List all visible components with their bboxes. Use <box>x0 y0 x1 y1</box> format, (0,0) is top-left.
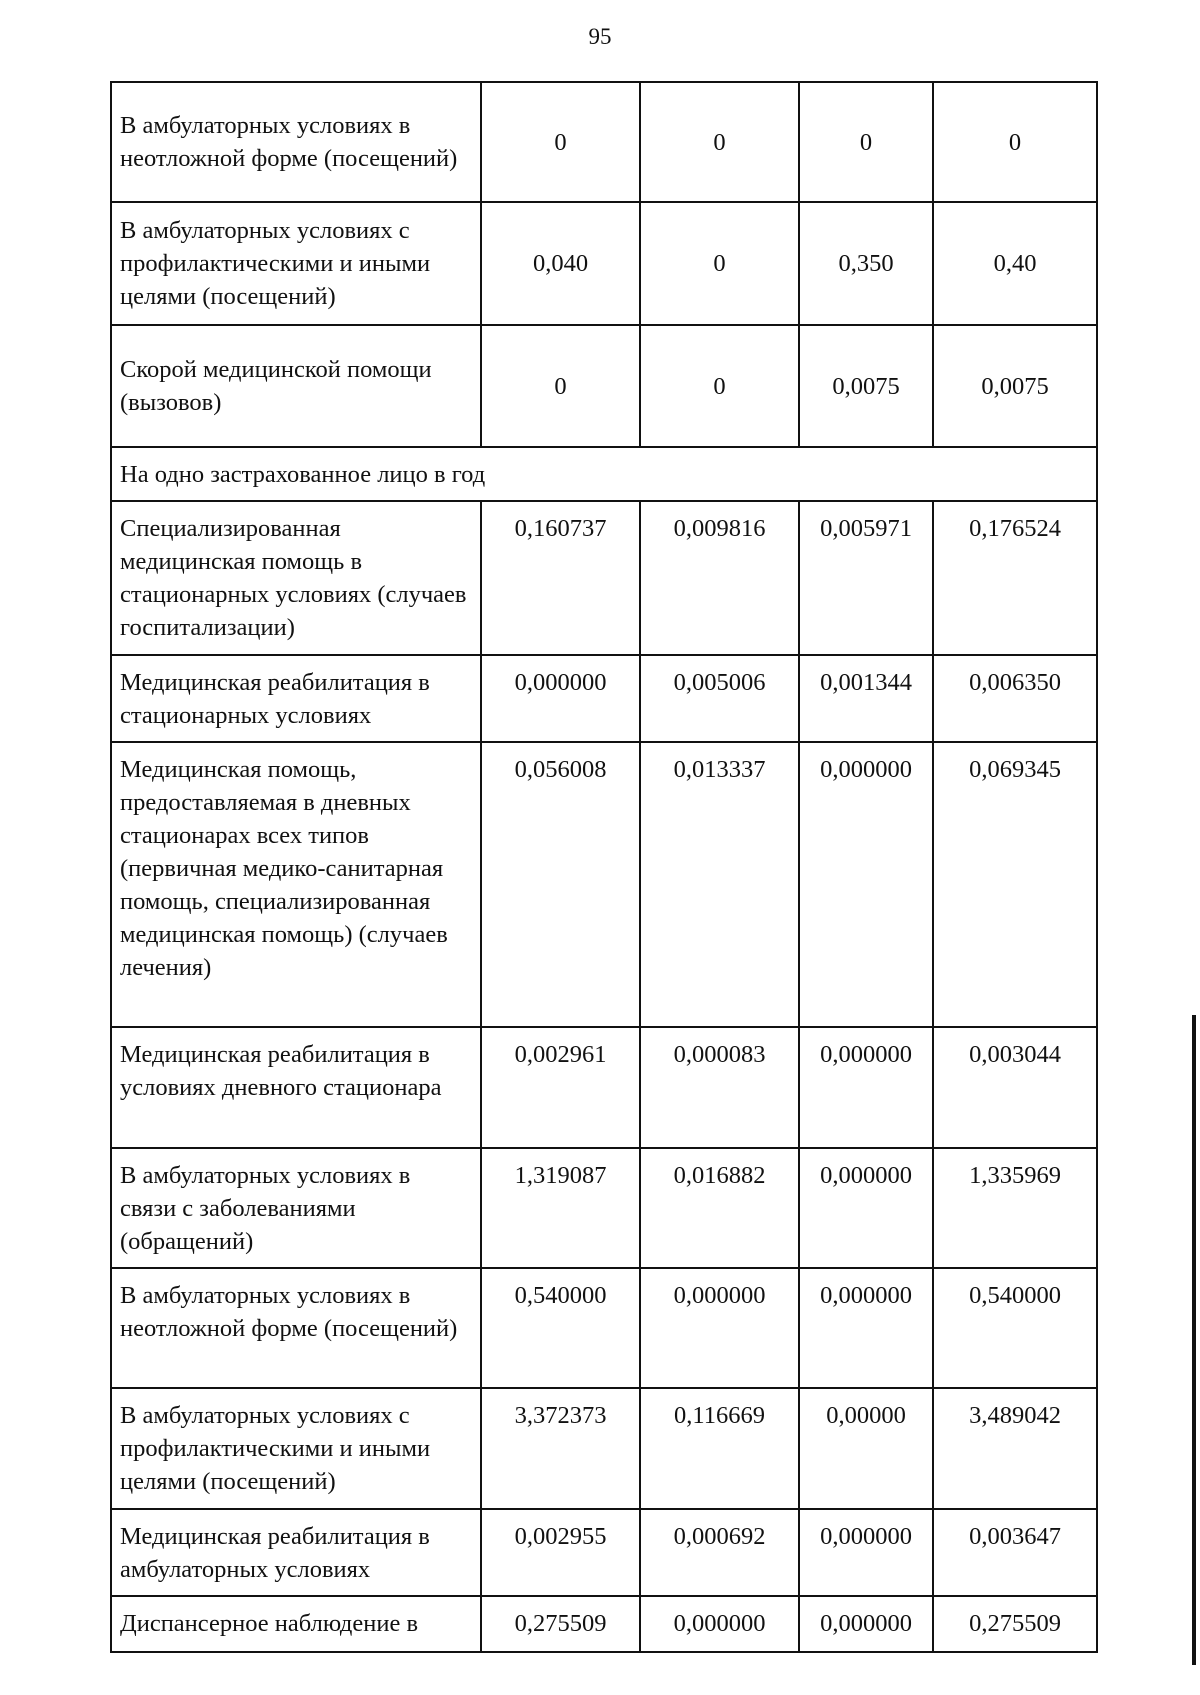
page-number: 95 <box>588 24 612 49</box>
table-row <box>111 82 1097 202</box>
cell-value: 0,350 <box>799 202 933 325</box>
cell-value: 0,000000 <box>799 1596 933 1652</box>
row-label: В амбулаторных условиях с профилактическими и иными целями (посещений) <box>111 1388 481 1509</box>
scan-edge-line <box>1192 1015 1196 1665</box>
row-label: Медицинская помощь, предоставляемая в дневных стационарах всех типов (первичная медико-санитарная помощь, специализированная медицинская помощь) (случаев лечения) <box>111 742 481 1027</box>
table-row <box>111 1268 1097 1388</box>
cell-value: 0,00000 <box>799 1388 933 1509</box>
cell-value: 0 <box>933 82 1097 202</box>
row-label: Медицинская реабилитация в стационарных условиях <box>111 655 481 742</box>
row-label: Скорой медицинской помощи (вызовов) <box>111 325 481 447</box>
cell-value: 0 <box>799 82 933 202</box>
data-table <box>110 81 1098 1653</box>
section-header: На одно застрахованное лицо в год <box>111 447 1097 501</box>
cell-value: 0,009816 <box>640 501 799 655</box>
cell-value: 3,372373 <box>481 1388 640 1509</box>
cell-value: 0,116669 <box>640 1388 799 1509</box>
table-row <box>111 1027 1097 1148</box>
cell-value: 0,013337 <box>640 742 799 1027</box>
cell-value: 0,000000 <box>799 1509 933 1596</box>
cell-value: 0,40 <box>933 202 1097 325</box>
cell-value: 0 <box>640 325 799 447</box>
row-label: Медицинская реабилитация в амбулаторных условиях <box>111 1509 481 1596</box>
cell-value: 0 <box>481 82 640 202</box>
cell-value: 0,001344 <box>799 655 933 742</box>
cell-value: 0,000000 <box>799 742 933 1027</box>
row-label: Медицинская реабилитация в условиях дневного стационара <box>111 1027 481 1148</box>
cell-value: 0,002961 <box>481 1027 640 1148</box>
cell-value: 0,000000 <box>799 1148 933 1268</box>
cell-value: 0,005006 <box>640 655 799 742</box>
cell-value: 0,016882 <box>640 1148 799 1268</box>
row-label: В амбулаторных условиях с профилактическими и иными целями (посещений) <box>111 202 481 325</box>
cell-value: 0,160737 <box>481 501 640 655</box>
cell-value: 0,000692 <box>640 1509 799 1596</box>
cell-value: 0 <box>640 82 799 202</box>
cell-value: 0 <box>640 202 799 325</box>
table-row <box>111 1388 1097 1509</box>
cell-value: 0,000000 <box>799 1027 933 1148</box>
cell-value: 1,335969 <box>933 1148 1097 1268</box>
row-label: Специализированная медицинская помощь в стационарных условиях (случаев госпитализации) <box>111 501 481 655</box>
row-label: Диспансерное наблюдение в <box>111 1596 481 1652</box>
cell-value: 0,040 <box>481 202 640 325</box>
cell-value: 0,0075 <box>799 325 933 447</box>
cell-value: 0,000000 <box>799 1268 933 1388</box>
table-row <box>111 655 1097 742</box>
table-row <box>111 742 1097 1027</box>
cell-value: 3,489042 <box>933 1388 1097 1509</box>
cell-value: 0,006350 <box>933 655 1097 742</box>
table-row <box>111 1596 1097 1652</box>
cell-value: 0,069345 <box>933 742 1097 1027</box>
cell-value: 0 <box>481 325 640 447</box>
table-row <box>111 1509 1097 1596</box>
cell-value: 0,002955 <box>481 1509 640 1596</box>
cell-value: 0,000083 <box>640 1027 799 1148</box>
table-row <box>111 1148 1097 1268</box>
row-label: В амбулаторных условиях в неотложной форме (посещений) <box>111 82 481 202</box>
cell-value: 0,056008 <box>481 742 640 1027</box>
section-header-row <box>111 447 1097 501</box>
cell-value: 1,319087 <box>481 1148 640 1268</box>
table-row <box>111 501 1097 655</box>
cell-value: 0,540000 <box>481 1268 640 1388</box>
cell-value: 0,000000 <box>640 1268 799 1388</box>
cell-value: 0,540000 <box>933 1268 1097 1388</box>
cell-value: 0,0075 <box>933 325 1097 447</box>
cell-value: 0,000000 <box>640 1596 799 1652</box>
cell-value: 0,003044 <box>933 1027 1097 1148</box>
cell-value: 0,005971 <box>799 501 933 655</box>
cell-value: 0,003647 <box>933 1509 1097 1596</box>
cell-value: 0,275509 <box>933 1596 1097 1652</box>
table-row <box>111 202 1097 325</box>
row-label: В амбулаторных условиях в неотложной форме (посещений) <box>111 1268 481 1388</box>
cell-value: 0,275509 <box>481 1596 640 1652</box>
table-row <box>111 325 1097 447</box>
row-label: В амбулаторных условиях в связи с заболеваниями (обращений) <box>111 1148 481 1268</box>
cell-value: 0,176524 <box>933 501 1097 655</box>
cell-value: 0,000000 <box>481 655 640 742</box>
